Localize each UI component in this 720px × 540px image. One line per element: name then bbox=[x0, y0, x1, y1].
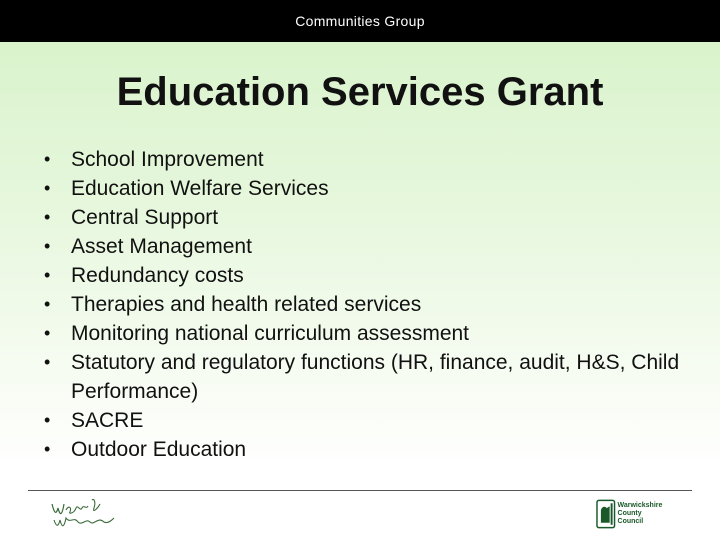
council-name bbox=[618, 502, 668, 526]
list-item bbox=[44, 319, 684, 348]
bullet-icon: • bbox=[44, 265, 51, 285]
bullet-icon: • bbox=[44, 178, 51, 198]
bullet-icon: • bbox=[44, 410, 51, 430]
signature-logo-icon bbox=[48, 494, 118, 530]
list-item bbox=[44, 232, 684, 261]
bullet-text: Education Welfare Services bbox=[71, 177, 329, 200]
bullet-text: School Improvement bbox=[71, 148, 264, 171]
bullet-icon: • bbox=[44, 149, 51, 169]
bullet-text: Therapies and health related services bbox=[71, 293, 422, 316]
group-label: Communities Group bbox=[295, 13, 425, 29]
bullet-text: SACRE bbox=[71, 409, 144, 432]
header-bar bbox=[0, 0, 720, 42]
list-item bbox=[44, 174, 684, 203]
bullet-text: Asset Management bbox=[71, 235, 252, 258]
bullet-text: Monitoring national curriculum assessment bbox=[71, 322, 470, 345]
council-name-line2: County Council bbox=[617, 510, 644, 525]
list-item bbox=[44, 435, 684, 464]
bullet-icon: • bbox=[44, 207, 51, 227]
bullet-text: Outdoor Education bbox=[71, 438, 247, 461]
warwickshire-county-council-logo bbox=[596, 498, 668, 530]
bullet-list bbox=[44, 145, 684, 464]
working-for-warwickshire-logo bbox=[48, 494, 118, 530]
bullet-text: Redundancy costs bbox=[71, 264, 244, 287]
bullet-icon: • bbox=[44, 236, 51, 256]
bullet-text: Statutory and regulatory functions (HR, finance, audit, H&S, Child Performance) bbox=[71, 351, 680, 403]
list-item bbox=[44, 203, 684, 232]
slide-title: Education Services Grant bbox=[116, 70, 604, 114]
bullet-icon: • bbox=[44, 294, 51, 314]
bullet-text: Central Support bbox=[71, 206, 219, 229]
footer-divider bbox=[28, 490, 692, 491]
bullet-icon: • bbox=[44, 323, 51, 343]
list-item bbox=[44, 290, 684, 319]
bullet-icon: • bbox=[44, 439, 51, 459]
list-item bbox=[44, 348, 684, 406]
bear-and-staff-crest-icon bbox=[596, 499, 616, 529]
list-item bbox=[44, 145, 684, 174]
bullet-icon: • bbox=[44, 352, 51, 372]
list-item bbox=[44, 406, 684, 435]
list-item bbox=[44, 261, 684, 290]
council-name-line1: Warwickshire bbox=[617, 502, 663, 509]
